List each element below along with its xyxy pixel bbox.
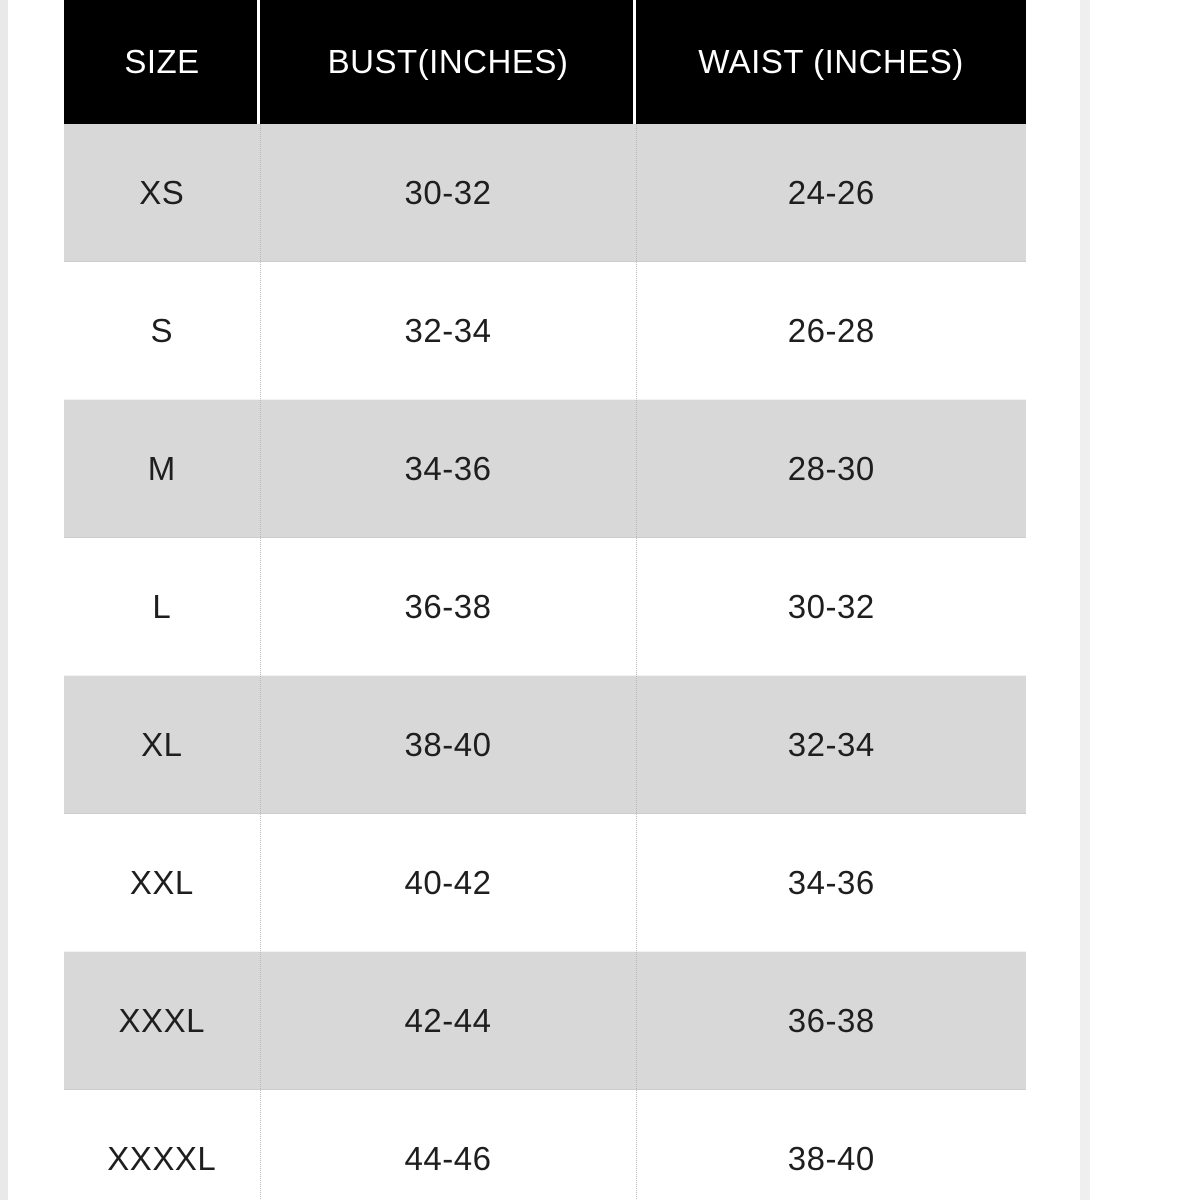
cell-waist: 38-40 bbox=[636, 1090, 1026, 1200]
table-row bbox=[64, 676, 1026, 814]
page-margin-left bbox=[0, 0, 8, 1200]
table-row bbox=[64, 538, 1026, 676]
cell-size: XS bbox=[64, 124, 260, 262]
cell-size: XXXL bbox=[64, 952, 260, 1090]
cell-waist: 24-26 bbox=[636, 124, 1026, 262]
cell-size: XL bbox=[64, 676, 260, 814]
cell-size: XXXXL bbox=[64, 1090, 260, 1200]
cell-waist: 34-36 bbox=[636, 814, 1026, 952]
size-chart-container bbox=[64, 0, 1026, 1200]
cell-bust: 44-46 bbox=[260, 1090, 636, 1200]
column-header-waist: WAIST (INCHES) bbox=[636, 0, 1026, 124]
cell-bust: 34-36 bbox=[260, 400, 636, 538]
size-chart-table bbox=[64, 0, 1026, 1200]
table-body bbox=[64, 124, 1026, 1200]
table-row bbox=[64, 1090, 1026, 1200]
cell-size: XXL bbox=[64, 814, 260, 952]
cell-size: M bbox=[64, 400, 260, 538]
table-header-row bbox=[64, 0, 1026, 124]
table-row bbox=[64, 262, 1026, 400]
page-gutter bbox=[1090, 0, 1200, 1200]
column-header-size: SIZE bbox=[64, 0, 260, 124]
table-row bbox=[64, 814, 1026, 952]
cell-bust: 42-44 bbox=[260, 952, 636, 1090]
table-header bbox=[64, 0, 1026, 124]
table-row bbox=[64, 124, 1026, 262]
cell-waist: 36-38 bbox=[636, 952, 1026, 1090]
cell-waist: 26-28 bbox=[636, 262, 1026, 400]
table-row bbox=[64, 400, 1026, 538]
cell-bust: 32-34 bbox=[260, 262, 636, 400]
table-row bbox=[64, 952, 1026, 1090]
cell-bust: 40-42 bbox=[260, 814, 636, 952]
cell-waist: 28-30 bbox=[636, 400, 1026, 538]
cell-bust: 36-38 bbox=[260, 538, 636, 676]
page-margin-right bbox=[1080, 0, 1090, 1200]
cell-bust: 30-32 bbox=[260, 124, 636, 262]
cell-waist: 30-32 bbox=[636, 538, 1026, 676]
cell-bust: 38-40 bbox=[260, 676, 636, 814]
cell-size: L bbox=[64, 538, 260, 676]
column-header-bust: BUST(INCHES) bbox=[260, 0, 636, 124]
cell-waist: 32-34 bbox=[636, 676, 1026, 814]
cell-size: S bbox=[64, 262, 260, 400]
